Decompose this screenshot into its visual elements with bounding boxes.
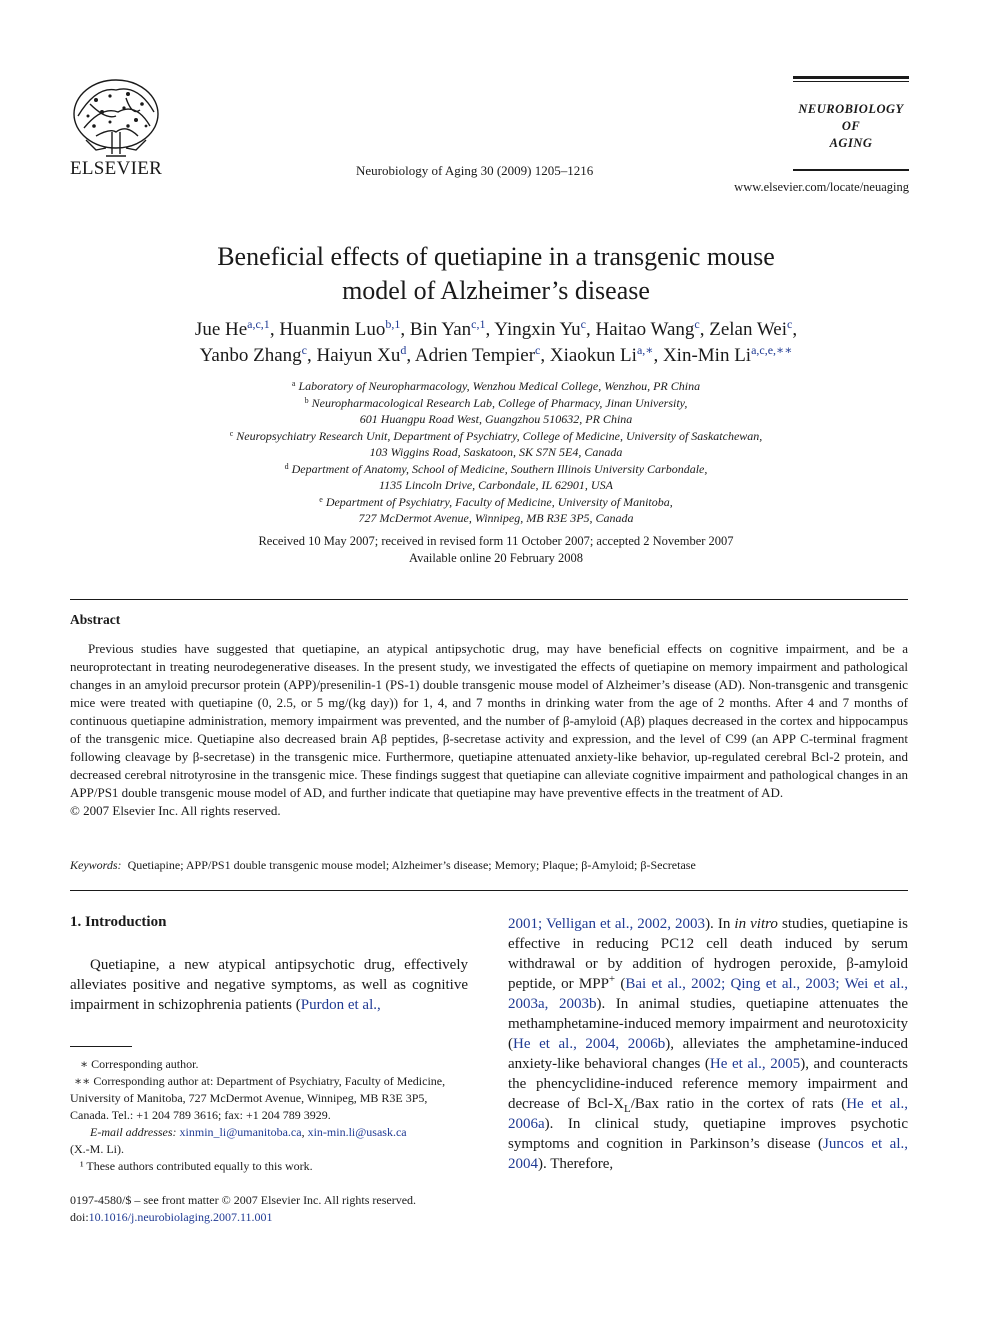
doi-link[interactable]: 10.1016/j.neurobiolaging.2007.11.001 — [88, 1210, 273, 1224]
reference-link[interactable]: Juncos et al., 2004 — [508, 1136, 909, 1172]
author-line: Yanbo Zhang$^c$, Haiyun Xu$^d$, Adrien Tempier$^c$, Xiaokun $Li^{a,∗}$, Xin-Min $Li^{a,c,e,∗∗}$ — [199, 343, 793, 366]
author-name: Jue He — [194, 319, 248, 340]
body-text: ), and counteracts the phencyclidine-induced reference memory impairment and decrease of Bcl-X — [508, 1056, 909, 1112]
body-text: ). Therefore, — [538, 1156, 614, 1172]
author-affiliation-link[interactable]: c — [787, 317, 793, 331]
author-line: Jue He$^{a,c,1}$, Huanmin Luo$^{b,1}$, Bin Yan$^{c,1}$, Yingxin Yu$^c$, Haitao Wang$^c$, Zelan Wei$^c$, — [194, 317, 798, 340]
email-link[interactable]: xin-min.li@usask.ca — [307, 1125, 407, 1139]
article-title — [96, 240, 896, 308]
intro-paragraph — [508, 914, 908, 1174]
affiliation-line: 103 Wiggins Road, Saskatoon, SK S7N 5E4, Canada — [369, 445, 623, 459]
article-history — [96, 533, 896, 566]
reference-link[interactable]: 2001; Velligan et al., 2002, 2003 — [508, 916, 706, 932]
footnote-email: E-mail addresses: xinmin_li@umanitoba.ca, xin-min.li@usask.ca — [90, 1125, 407, 1139]
author-affiliation-link[interactable]: a,c,1 — [247, 317, 270, 331]
body-text: ( — [615, 976, 626, 992]
reference-link[interactable]: He et al., 2004, 2006b — [513, 1036, 666, 1052]
journal-rule-top-thin — [793, 81, 909, 82]
received-dates: Received 10 May 2007; received in revised form 11 October 2007; accepted 2 November 2007 — [258, 534, 734, 548]
affiliation-line: $^b$ Neuropharmacological Research Lab, College of Pharmacy, Jinan University, — [304, 395, 688, 410]
footnote: ∗ Corresponding author. — [80, 1057, 199, 1071]
body-text: ). In animal studies, quetiapine attenuates the methamphetamine-induced memory impairment and neurotoxicity ( — [508, 996, 908, 1052]
affiliation-line: $^e$ Department of Psychiatry, Faculty of Medicine, University of Manitoba, — [319, 494, 673, 509]
author-affiliation-link[interactable]: c — [580, 317, 586, 331]
body-text: L — [623, 1103, 631, 1115]
body-text: in vitro — [734, 916, 778, 932]
author-affiliation-link[interactable]: c — [535, 343, 541, 357]
affiliation-line: 727 McDermot Avenue, Winnipeg, MB R3E 3P5, Canada — [358, 511, 634, 525]
author-affiliation-link[interactable]: c — [301, 343, 307, 357]
article-title-line: model of Alzheimer’s disease — [342, 276, 650, 305]
front-matter-footer — [70, 1192, 468, 1226]
footnotes — [70, 1056, 468, 1175]
email-link[interactable]: xinmin_li@umanitoba.ca — [179, 1125, 302, 1139]
author-name: Zelan Wei — [709, 319, 787, 340]
intro-column-right — [508, 914, 908, 1174]
author-name: Bin Yan — [409, 319, 472, 340]
author-name: Xiaokun Li — [549, 345, 637, 366]
author-affiliation-link[interactable]: a,∗ — [636, 343, 654, 357]
author-affiliation-link[interactable]: c — [694, 317, 700, 331]
article-title-line: Beneficial effects of quetiapine in a transgenic mouse — [217, 242, 775, 271]
body-text: + — [608, 973, 616, 985]
journal-url-link[interactable]: www.elsevier.com/locate/neuaging — [734, 180, 909, 194]
author-affiliation-link[interactable]: d — [400, 343, 407, 357]
affiliation-line: $^d$ Department of Anatomy, School of Medicine, Southern Illinois University Carbondale, — [284, 461, 708, 476]
author-name: Haitao Wang — [595, 319, 695, 340]
doi-line: doi:10.1016/j.neurobiolaging.2007.11.001 — [70, 1210, 273, 1224]
journal-name — [793, 101, 909, 152]
footnote: (X.-M. Li). — [70, 1142, 124, 1156]
footnote: ∗∗ Corresponding author at: Department of Psychiatry, Faculty of Medicine, University of Manitoba, 727 McDermot Avenue, Winnipeg, MB R3E 3P5, Canada. Tel.: +1 204 789 3616; fax: +1 204 789 3929. — [70, 1074, 446, 1122]
author-name: Huanmin Luo — [279, 319, 386, 340]
reference-link[interactable]: Purdon et al., — [300, 997, 381, 1013]
author-name: Adrien Tempier — [414, 345, 536, 366]
body-text: ). In — [705, 916, 735, 932]
author-name: Xin-Min Li — [662, 345, 752, 366]
affiliation-line: $^c$ Neuropsychiatry Research Unit, Department of Psychiatry, College of Medicine, University of Saskatchewan, — [229, 428, 763, 443]
journal-rule-bottom — [793, 169, 909, 171]
abstract-paragraph: Previous studies have suggested that quetiapine, an atypical antipsychotic drug, may have beneficial effects on cognitive impairment, and be a neuroprotectant in treating neurodegenerative diseases. In the present study, we investigated the effects of quetiapine on memory impairment and pathological changes in an amyloid precursor protein (APP)/presenilin-1 (PS-1) double transgenic mouse model of Alzheimer’s disease (AD). Non-transgenic and transgenic mice were treated with quetiapine (0, 2.5, or 5 mg/(kg day)) for 1, 4, and 7 months in drinking water from the age of 2 months. After 4 and 7 months of continuous quetiapine administration, memory impairment was prevented, and the number of β-amyloid (Aβ) plaques decreased in the cortex and hippocampus of the transgenic mice. Quetiapine also decreased brain Aβ peptides, β-secretase activity and expression, and the level of C99 (an APP C-terminal fragment following cleavage by β-secretase) in the transgenic mice. Furthermore, quetiapine attenuated anxiety-like behavior, up-regulated cerebral Bcl-2 protein, and decreased cerebral nitrotyrosine in the transgenic mice. These findings suggest that quetiapine can alleviate cognitive impairment and pathological changes in an APP/PS1 double transgenic mouse model of AD, and further indicate that quetiapine may have preventive effects in the treatment of AD. — [70, 641, 908, 800]
reference-link[interactable]: He et al., 2005 — [709, 1056, 801, 1072]
keywords — [70, 858, 908, 873]
journal-name-line: OF — [841, 119, 861, 133]
body-text: ), alleviates the amphetamine-induced anxiety-like behavioral changes ( — [508, 1036, 908, 1072]
journal-name-line: AGING — [829, 136, 873, 150]
publisher-name: ELSEVIER — [70, 158, 163, 179]
intro-paragraph: Quetiapine, a new atypical antipsychotic drug, effectively alleviates positive and negative symptoms, as well as cognitive impairment in schizophrenia patients (Purdon et al., — [70, 957, 468, 1013]
divider — [70, 599, 908, 600]
affiliation-line: 601 Huangpu Road West, Guangzhou 510632, PR China — [359, 412, 633, 426]
author-affiliation-link[interactable]: b,1 — [385, 317, 401, 331]
author-name: Haiyun Xu — [316, 345, 401, 366]
author-affiliation-link[interactable]: c,1 — [471, 317, 486, 331]
intro-column-left — [70, 955, 468, 1015]
keywords-list: Quetiapine; APP/PS1 double transgenic mouse model; Alzheimer’s disease; Memory; Plaque; β-Amyloid; β-Secretase — [127, 858, 696, 872]
author-name: Yanbo Zhang — [199, 345, 302, 366]
reference-link[interactable]: Bai et al., 2002; Qing et al., 2003; Wei et al., 2003a, 2003b — [508, 976, 908, 1012]
body-text: ). In clinical study, quetiapine improves psychotic symptoms and cognition in Parkinson’s disease ( — [508, 1116, 908, 1152]
affiliation-line: 1135 Lincoln Drive, Carbondale, IL 62901, USA — [379, 478, 613, 492]
available-online-date: Available online 20 February 2008 — [408, 550, 584, 565]
section-heading: 1. Introduction — [70, 914, 167, 930]
footnote-rule — [70, 1046, 132, 1047]
journal-name-line: NEUROBIOLOGY — [798, 102, 904, 116]
abstract-body — [70, 640, 908, 820]
author-name: Yingxin Yu — [494, 319, 581, 340]
journal-citation: Neurobiology of Aging 30 (2009) 1205–1216 — [356, 163, 594, 178]
affiliation-list — [96, 378, 896, 527]
keywords-label: Keywords: — [70, 858, 122, 872]
footnote: ¹ These authors contributed equally to this work. — [80, 1159, 313, 1173]
author-affiliation-link[interactable]: a,c,e,∗∗ — [751, 343, 793, 357]
body-text: /Bax ratio in the cortex of rats ( — [630, 1096, 847, 1112]
journal-rule-top — [793, 76, 909, 79]
affiliation-line: $^a$ Laboratory of Neuropharmacology, Wenzhou Medical College, Wenzhou, PR China — [291, 379, 701, 393]
reference-link[interactable]: He et al., 2006a — [508, 1096, 909, 1132]
abstract-heading: Abstract — [70, 612, 121, 627]
body-text: studies, quetiapine is effective in reducing PC12 cell death induced by serum withdrawal or by addition of hydrogen peroxide, β-amyloid peptide, or MPP — [508, 916, 908, 992]
author-list — [96, 317, 896, 369]
divider — [70, 890, 908, 891]
issn-line: 0197-4580/$ – see front matter © 2007 Elsevier Inc. All rights reserved. — [70, 1193, 417, 1207]
abstract-copyright: © 2007 Elsevier Inc. All rights reserved. — [70, 803, 281, 818]
